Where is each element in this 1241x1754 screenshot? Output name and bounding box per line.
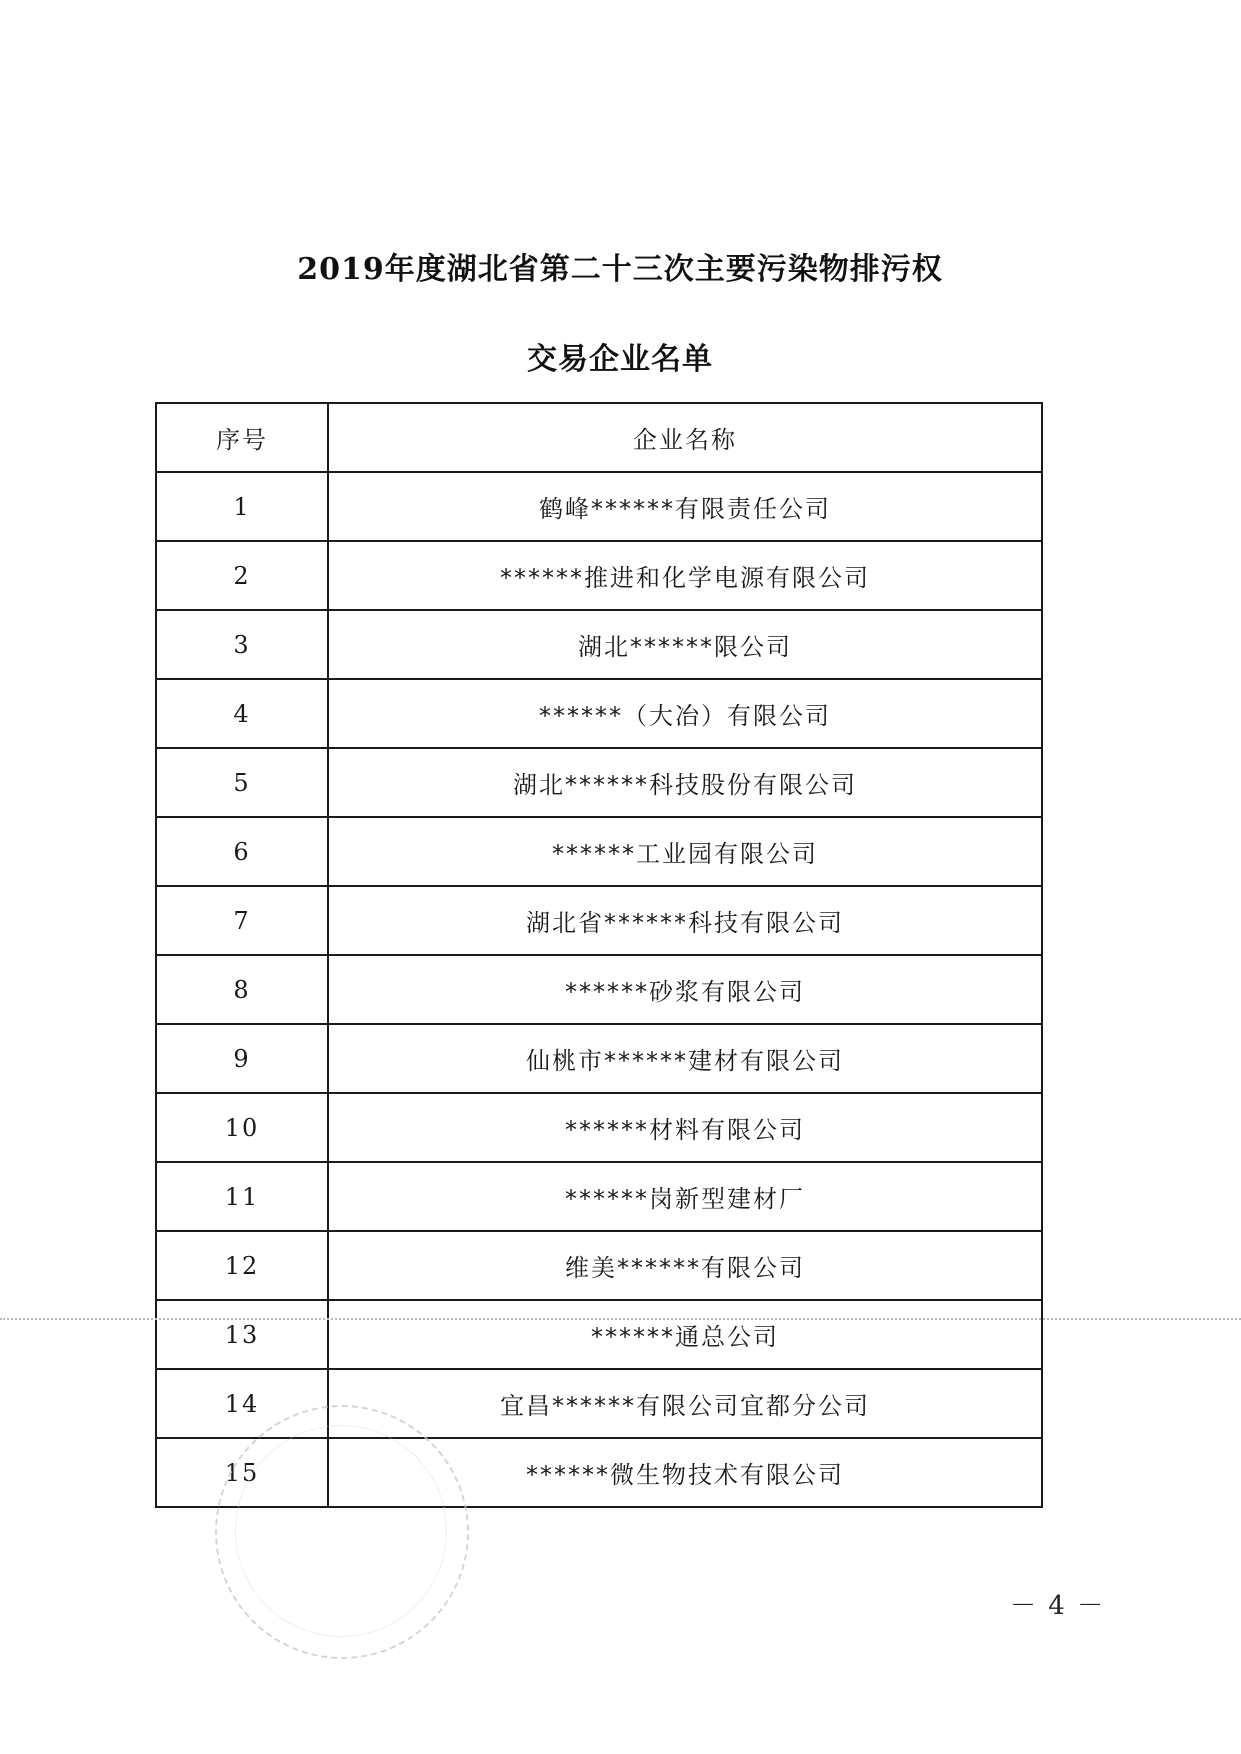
column-header-index: 序号 — [156, 403, 328, 472]
scan-artifact-line — [0, 1318, 1241, 1320]
row-index: 4 — [156, 679, 328, 748]
row-enterprise-name: 湖北省******科技有限公司 — [328, 886, 1042, 955]
table-row — [156, 472, 1042, 541]
row-enterprise-name: 维美******有限公司 — [328, 1231, 1042, 1300]
row-enterprise-name: ******（大冶）有限公司 — [328, 679, 1042, 748]
table-row — [156, 610, 1042, 679]
row-index: 8 — [156, 955, 328, 1024]
row-enterprise-name: ******岗新型建材厂 — [328, 1162, 1042, 1231]
row-index: 2 — [156, 541, 328, 610]
row-index: 7 — [156, 886, 328, 955]
row-index: 1 — [156, 472, 328, 541]
document-title-line-2: 交易企业名单 — [527, 342, 713, 377]
row-index: 9 — [156, 1024, 328, 1093]
table-row — [156, 1300, 1042, 1369]
row-index: 15 — [156, 1438, 328, 1507]
row-enterprise-name: ******通总公司 — [328, 1300, 1042, 1369]
row-index: 12 — [156, 1231, 328, 1300]
row-index: 11 — [156, 1162, 328, 1231]
row-enterprise-name: 湖北******限公司 — [328, 610, 1042, 679]
row-enterprise-name: ******微生物技术有限公司 — [328, 1438, 1042, 1507]
table-row — [156, 541, 1042, 610]
row-enterprise-name: ******推进和化学电源有限公司 — [328, 541, 1042, 610]
row-enterprise-name: ******材料有限公司 — [328, 1093, 1042, 1162]
enterprise-list-table — [155, 402, 1043, 1508]
row-enterprise-name: 湖北******科技股份有限公司 — [328, 748, 1042, 817]
column-header-enterprise-name: 企业名称 — [328, 403, 1042, 472]
page-number: － 4 － — [1010, 1591, 1106, 1621]
row-index: 14 — [156, 1369, 328, 1438]
row-enterprise-name: 仙桃市******建材有限公司 — [328, 1024, 1042, 1093]
row-enterprise-name: 宜昌******有限公司宜都分公司 — [328, 1369, 1042, 1438]
table-row — [156, 679, 1042, 748]
row-index: 3 — [156, 610, 328, 679]
table-row — [156, 1231, 1042, 1300]
row-index: 6 — [156, 817, 328, 886]
table-header-row — [156, 403, 1042, 472]
row-index: 13 — [156, 1300, 328, 1369]
row-enterprise-name: 鹤峰******有限责任公司 — [328, 472, 1042, 541]
table-row — [156, 748, 1042, 817]
row-enterprise-name: ******砂浆有限公司 — [328, 955, 1042, 1024]
table-row — [156, 886, 1042, 955]
table-row — [156, 1093, 1042, 1162]
row-index: 10 — [156, 1093, 328, 1162]
document-title-line-1: 2019年度湖北省第二十三次主要污染物排污权 — [297, 252, 943, 287]
faded-seal-stamp — [215, 1405, 469, 1659]
row-index: 5 — [156, 748, 328, 817]
table-row — [156, 955, 1042, 1024]
table-row — [156, 1162, 1042, 1231]
table-row — [156, 1024, 1042, 1093]
table-row — [156, 817, 1042, 886]
row-enterprise-name: ******工业园有限公司 — [328, 817, 1042, 886]
